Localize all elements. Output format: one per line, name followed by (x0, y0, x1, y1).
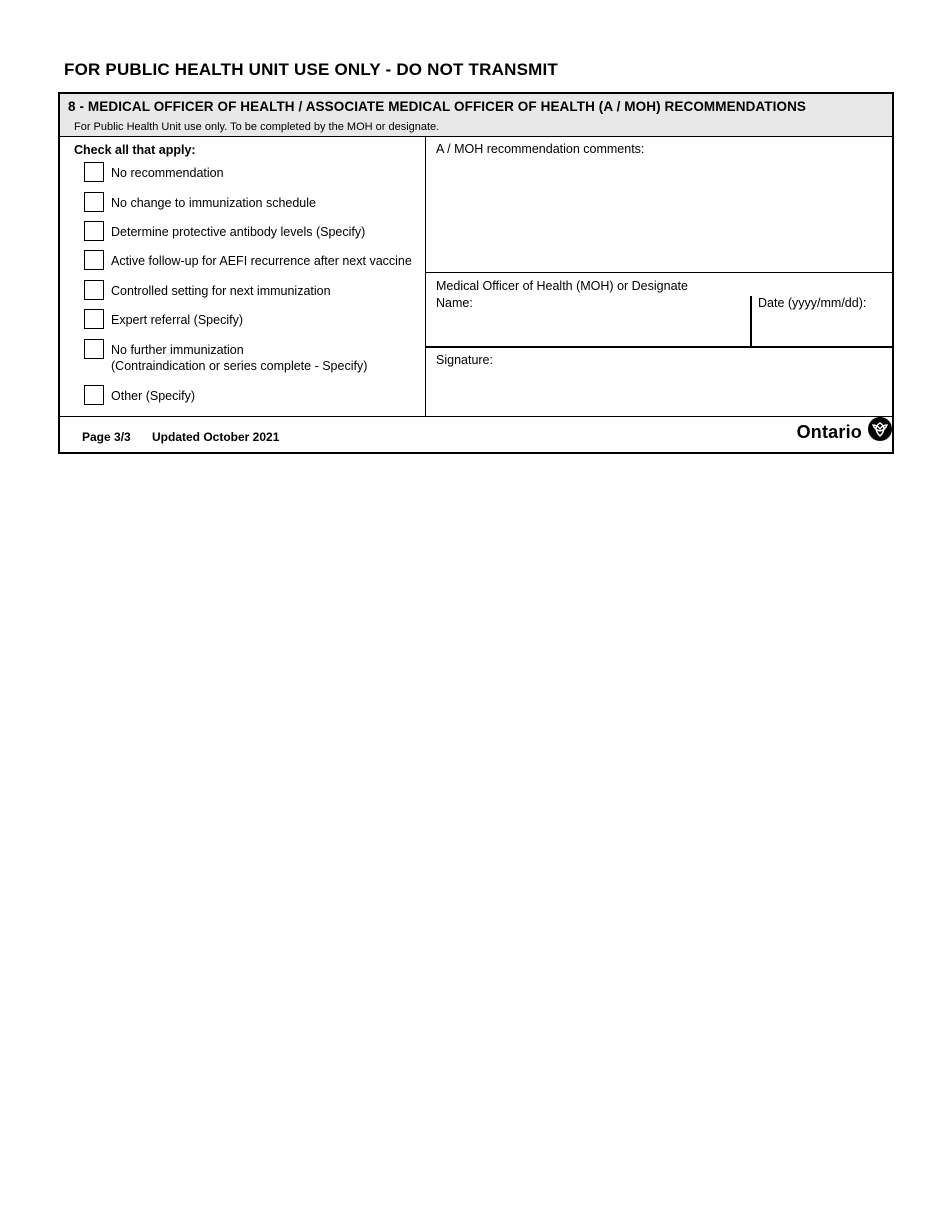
date-label: Date (yyyy/mm/dd): (758, 296, 867, 310)
moh-name-date-box (426, 273, 892, 348)
checkbox-antibody-levels[interactable] (84, 221, 104, 241)
option-label: Determine protective antibody levels (Specify) (111, 225, 366, 239)
signature-box (426, 348, 892, 416)
checklist-heading: Check all that apply: (74, 143, 196, 157)
date-divider (750, 296, 752, 348)
option-label: No recommendation (111, 166, 224, 180)
ontario-logo-text: Ontario (796, 422, 862, 442)
checkbox-expert-referral[interactable] (84, 309, 104, 329)
comments-label: A / MOH recommendation comments: (436, 142, 645, 156)
page-title: FOR PUBLIC HEALTH UNIT USE ONLY - DO NOT TRANSMIT (64, 60, 558, 79)
ontario-trillium-icon (868, 417, 892, 441)
page-number: Page 3/3 (82, 430, 131, 444)
checkbox-controlled-setting[interactable] (84, 280, 104, 300)
signature-label: Signature: (436, 353, 493, 367)
moh-recommendations-form (58, 92, 894, 454)
recommendation-checklist (60, 137, 426, 416)
checkbox-no-recommendation[interactable] (84, 162, 104, 182)
option-label-line2: (Contraindication or series complete - Specify) (111, 359, 368, 373)
date-field[interactable] (758, 313, 890, 339)
moh-designate-label: Medical Officer of Health (MOH) or Designate (436, 279, 688, 293)
comments-box (426, 137, 892, 273)
option-label: Other (Specify) (111, 389, 196, 403)
section-header (60, 94, 892, 137)
name-label: Name: (436, 296, 473, 310)
checkbox-no-change-schedule[interactable] (84, 192, 104, 212)
option-label: Active follow-up for AEFI recurrence after next vaccine (111, 254, 412, 268)
checkbox-aefi-follow-up[interactable] (84, 250, 104, 270)
checkbox-other[interactable] (84, 385, 104, 405)
updated-date: Updated October 2021 (152, 430, 280, 444)
option-label: No change to immunization schedule (111, 196, 316, 210)
checkbox-no-further-immunization[interactable] (84, 339, 104, 359)
name-field[interactable] (436, 313, 740, 339)
option-label: Expert referral (Specify) (111, 313, 243, 327)
option-label: Controlled setting for next immunization (111, 284, 331, 298)
form-footer (60, 416, 892, 452)
comments-field[interactable] (436, 161, 884, 269)
option-label: No further immunization (111, 343, 244, 357)
section-title: 8 - MEDICAL OFFICER OF HEALTH / ASSOCIATE MEDICAL OFFICER OF HEALTH (A / MOH) RECOMMENDATIONS (68, 99, 807, 114)
section-subtitle: For Public Health Unit use only. To be completed by the MOH or designate. (74, 121, 440, 133)
signature-field[interactable] (436, 374, 884, 410)
